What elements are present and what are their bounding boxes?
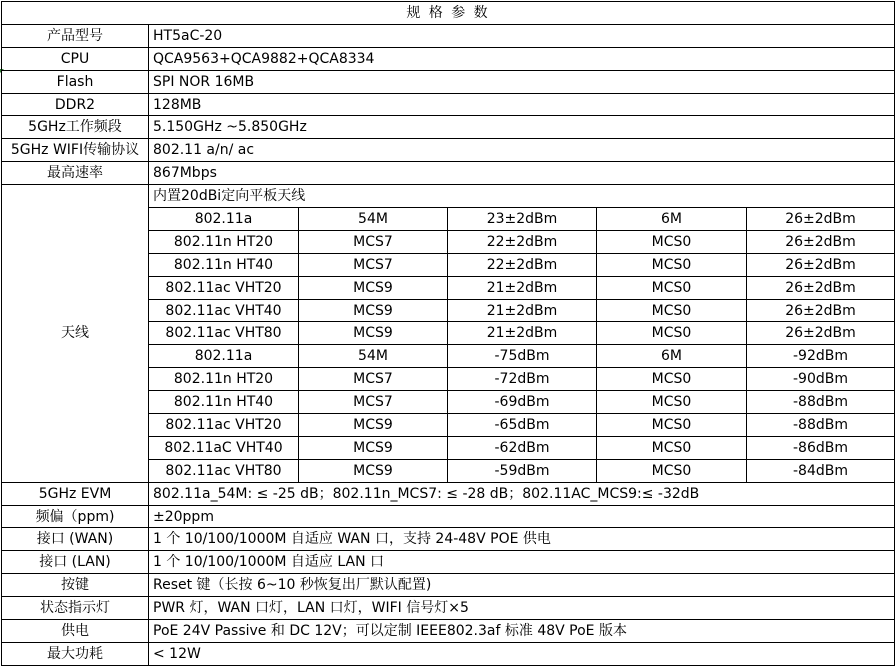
spec-label: 5GHz EVM	[2, 482, 149, 505]
antenna-cell: 21±2dBm	[448, 276, 597, 299]
spec-label: Flash	[2, 70, 149, 93]
spec-row	[2, 597, 895, 620]
antenna-cell: 54M	[299, 208, 448, 231]
antenna-cell: -88dBm	[747, 391, 895, 414]
antenna-cell: 23±2dBm	[448, 208, 597, 231]
antenna-cell: -84dBm	[747, 459, 895, 482]
spec-value: QCA9563+QCA9882+QCA8334	[149, 47, 895, 70]
antenna-cell: 802.11aC VHT40	[149, 436, 299, 459]
antenna-cell: 26±2dBm	[747, 208, 895, 231]
antenna-cell: MCS9	[299, 414, 448, 437]
antenna-cell: 802.11n HT20	[149, 230, 299, 253]
antenna-cell: 21±2dBm	[448, 322, 597, 345]
antenna-cell: 802.11n HT40	[149, 391, 299, 414]
spec-value: < 12W	[149, 642, 895, 665]
spec-label: 最高速率	[2, 162, 149, 185]
spec-row	[2, 24, 895, 47]
antenna-cell: 54M	[299, 345, 448, 368]
antenna-cell: MCS0	[597, 368, 747, 391]
antenna-cell: 26±2dBm	[747, 230, 895, 253]
antenna-cell: 26±2dBm	[747, 299, 895, 322]
spec-value: ±20ppm	[149, 505, 895, 528]
spec-value: 802.11 a/n/ ac	[149, 139, 895, 162]
antenna-cell: MCS0	[597, 276, 747, 299]
antenna-cell: -86dBm	[747, 436, 895, 459]
antenna-cell: MCS9	[299, 299, 448, 322]
spec-value: SPI NOR 16MB	[149, 70, 895, 93]
antenna-cell: MCS9	[299, 436, 448, 459]
spec-value: 1 个 10/100/1000M 自适应 WAN 口，支持 24-48V POE 供电	[149, 528, 895, 551]
spec-value: 867Mbps	[149, 162, 895, 185]
antenna-cell: MCS9	[299, 459, 448, 482]
antenna-cell: MCS0	[597, 299, 747, 322]
spec-label: 5GHz WIFI传输协议	[2, 139, 149, 162]
antenna-cell: 802.11ac VHT40	[149, 299, 299, 322]
antenna-cell: 802.11ac VHT80	[149, 459, 299, 482]
antenna-cell: -75dBm	[448, 345, 597, 368]
antenna-cell: MCS0	[597, 230, 747, 253]
antenna-description-row	[2, 185, 895, 208]
spec-label: CPU	[2, 47, 149, 70]
antenna-cell: MCS0	[597, 391, 747, 414]
antenna-cell: MCS0	[597, 414, 747, 437]
antenna-cell: 802.11n HT20	[149, 368, 299, 391]
antenna-cell: -65dBm	[448, 414, 597, 437]
spec-label: 接口 (WAN)	[2, 528, 149, 551]
spec-value: 5.150GHz ~5.850GHz	[149, 116, 895, 139]
antenna-cell: MCS9	[299, 276, 448, 299]
antenna-cell: MCS7	[299, 368, 448, 391]
spec-row	[2, 162, 895, 185]
spec-value: PoE 24V Passive 和 DC 12V；可以定制 IEEE802.3af 标准 48V PoE 版本	[149, 620, 895, 643]
antenna-cell: -62dBm	[448, 436, 597, 459]
spec-label: 频偏（ppm)	[2, 505, 149, 528]
antenna-cell: 22±2dBm	[448, 253, 597, 276]
spec-row	[2, 505, 895, 528]
antenna-cell: -88dBm	[747, 414, 895, 437]
antenna-label: 天线	[2, 185, 149, 483]
antenna-cell: 802.11ac VHT20	[149, 414, 299, 437]
spec-row	[2, 482, 895, 505]
antenna-cell: MCS7	[299, 391, 448, 414]
antenna-cell: 6M	[597, 208, 747, 231]
spec-label: 供电	[2, 620, 149, 643]
spec-row	[2, 551, 895, 574]
antenna-cell: 26±2dBm	[747, 276, 895, 299]
spec-row	[2, 116, 895, 139]
spec-value: Reset 键（长按 6~10 秒恢复出厂默认配置)	[149, 574, 895, 597]
spec-row	[2, 574, 895, 597]
antenna-cell: -90dBm	[747, 368, 895, 391]
spec-title: 规 格 参 数	[2, 2, 895, 25]
spec-row	[2, 528, 895, 551]
antenna-cell: 26±2dBm	[747, 322, 895, 345]
antenna-cell: MCS9	[299, 322, 448, 345]
spec-label: 按键	[2, 574, 149, 597]
spec-value: PWR 灯，WAN 口灯，LAN 口灯，WIFI 信号灯×5	[149, 597, 895, 620]
spec-row	[2, 139, 895, 162]
spec-value: 802.11a_54M: ≤ -25 dB；802.11n_MCS7: ≤ -28 dB；802.11AC_MCS9:≤ -32dB	[149, 482, 895, 505]
antenna-cell: -92dBm	[747, 345, 895, 368]
spec-row	[2, 642, 895, 665]
antenna-cell: 802.11a	[149, 345, 299, 368]
antenna-cell: MCS7	[299, 253, 448, 276]
antenna-cell: -69dBm	[448, 391, 597, 414]
antenna-cell: 802.11a	[149, 208, 299, 231]
antenna-cell: 802.11n HT40	[149, 253, 299, 276]
antenna-cell: 26±2dBm	[747, 253, 895, 276]
antenna-cell: MCS7	[299, 230, 448, 253]
antenna-cell: MCS0	[597, 253, 747, 276]
spec-label: DDR2	[2, 93, 149, 116]
spec-label: 接口 (LAN)	[2, 551, 149, 574]
antenna-cell: MCS0	[597, 436, 747, 459]
antenna-cell: MCS0	[597, 322, 747, 345]
antenna-cell: -59dBm	[448, 459, 597, 482]
spec-row	[2, 620, 895, 643]
antenna-cell: 802.11ac VHT80	[149, 322, 299, 345]
antenna-cell: MCS0	[597, 459, 747, 482]
title-row	[2, 2, 895, 25]
spec-row	[2, 47, 895, 70]
antenna-cell: 21±2dBm	[448, 299, 597, 322]
antenna-cell: -72dBm	[448, 368, 597, 391]
spec-label: 最大功耗	[2, 642, 149, 665]
antenna-cell: 6M	[597, 345, 747, 368]
spec-row	[2, 70, 895, 93]
antenna-cell: 802.11ac VHT20	[149, 276, 299, 299]
spec-label: 产品型号	[2, 24, 149, 47]
spec-label: 5GHz工作频段	[2, 116, 149, 139]
antenna-cell: 22±2dBm	[448, 230, 597, 253]
spec-table	[1, 1, 895, 666]
antenna-description: 内置20dBi定向平板天线	[149, 185, 895, 208]
spec-value: HT5aC-20	[149, 24, 895, 47]
spec-value: 1 个 10/100/1000M 自适应 LAN 口	[149, 551, 895, 574]
spec-label: 状态指示灯	[2, 597, 149, 620]
spec-row	[2, 93, 895, 116]
spec-value: 128MB	[149, 93, 895, 116]
